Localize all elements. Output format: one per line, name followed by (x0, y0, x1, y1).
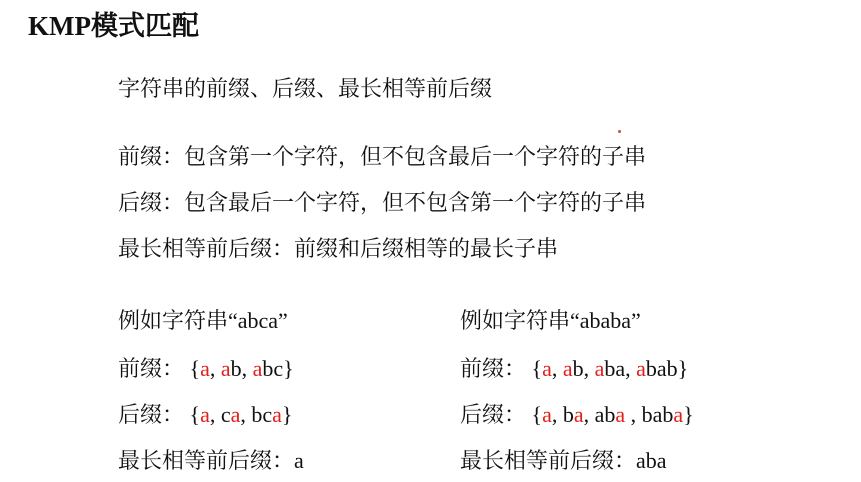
example-left-heading: 例如字符串“abca” (118, 308, 288, 333)
page-title: KMP模式匹配 (28, 11, 199, 41)
subtitle: 字符串的前缀、后缀、最长相等前后缀 (118, 76, 493, 101)
example-right-heading: 例如字符串“ababa” (460, 308, 641, 333)
example-right-longest (460, 446, 667, 476)
suffix-set: {a, ca, bca} (189, 402, 293, 427)
prefix-set: {a, ab, aba, abab} (531, 356, 689, 381)
stray-dot (618, 130, 621, 133)
prefix-definition: 前缀：包含第一个字符，但不包含最后一个字符的子串 (118, 144, 647, 169)
example-left-suffix (118, 400, 292, 430)
suffix-set: {a, ba, aba , baba} (531, 402, 694, 427)
longest-label: 最长相等前后缀： (460, 448, 637, 473)
longest-value: aba (636, 448, 667, 473)
example-right-prefix (460, 354, 688, 384)
suffix-label: 后缀： (118, 402, 185, 427)
example-right-suffix (460, 400, 694, 430)
suffix-label: 后缀： (460, 402, 527, 427)
longest-label: 最长相等前后缀： (118, 448, 295, 473)
example-left-longest (118, 446, 304, 476)
example-left-prefix (118, 354, 294, 384)
longest-definition: 最长相等前后缀：前缀和后缀相等的最长子串 (118, 236, 559, 261)
prefix-label: 前缀： (118, 356, 185, 381)
suffix-definition: 后缀：包含最后一个字符，但不包含第一个字符的子串 (118, 190, 647, 215)
prefix-set: {a, ab, abc} (189, 356, 294, 381)
longest-value: a (294, 448, 304, 473)
prefix-label: 前缀： (460, 356, 527, 381)
